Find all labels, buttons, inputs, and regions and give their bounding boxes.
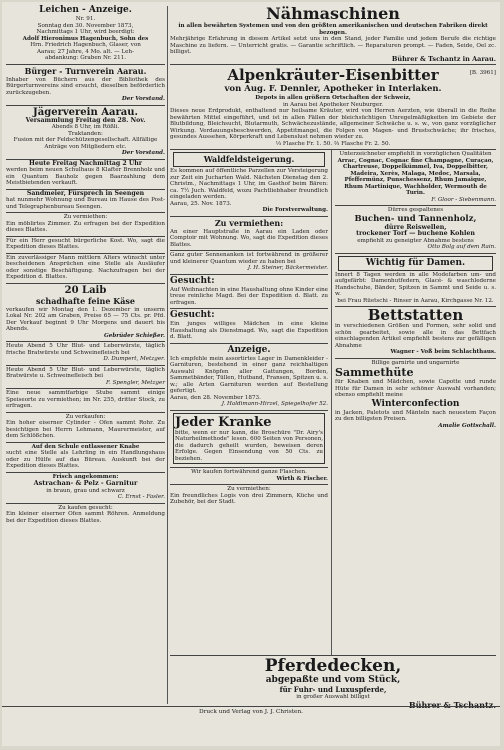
anzeige-date: Aarau, den 28. November 1873.	[170, 394, 261, 401]
holz-notice	[6, 160, 165, 190]
wurst2-sig: F. Spengler, Metzger	[106, 379, 165, 386]
zimmer2-title: Zu vermiethen:	[227, 486, 271, 492]
right-subcolumns	[170, 150, 496, 655]
astrachan-lead: Frisch angekommen:	[52, 473, 119, 480]
sammethuete-ad	[335, 359, 496, 432]
logis-ad	[170, 485, 328, 508]
alpen-text: Dieses neue Erdprodukt, enthaltend nur heilsame Kräuter, wird von Herren Aerzten, wie überall in die Reihe bewährten Mittel eingeführt, und ist in allen Fällen der bleichsüchtigen Unregelmäßigkeiten im Gebiete der Blutbildung, Bleichsucht, Blutarmuth, Schwächezustände, allgemeiner Schwäche u. s. w., von ganz vorzüglicher Wirkung. Verdauungsbeschwerden, Appetitmangel, die Folgen von Magen- und Brustschwäche; ihr frisches, gesundes Aussehen, Körperkraft und Lebenslust nehmen wieder zu.	[170, 108, 496, 140]
gesucht-ad-2	[170, 309, 328, 344]
kaufen-title: Zu kaufen gesucht:	[58, 504, 113, 511]
jaegerverein-notice	[6, 106, 165, 160]
wald-title: Waldfeldsteigerung.	[203, 154, 295, 164]
laden-text: An einer Hauptstraße in Aarau ein Laden oder Comptoir mit Wohnung. Wo, sagt die Expedition dieses Blattes.	[170, 228, 328, 248]
jaeger-meeting: Versammlung Freitag den 28. Nov.	[25, 116, 146, 124]
leichen-nr: Nr. 91.	[75, 16, 96, 22]
alpen-title: Alpenkräuter-Eisenbitter	[227, 66, 439, 84]
left-column	[6, 4, 165, 704]
stube-notice	[6, 389, 165, 413]
holz-text: werden beim neuen Schulhaus 8 Klafter Brennholz und ein Quantum Bauholz gegen Baarzahlung dem Meistbietenden verkauft.	[6, 167, 165, 186]
jaeger-sig: Der Vorstand.	[121, 150, 165, 156]
cognac-intro: Unterzeichneter empfiehlt in vorzüglichen Qualitäten	[339, 151, 492, 157]
leichen-grave: abdankung: Graben Nr. 211.	[45, 55, 126, 61]
astrachan-title: Astrachan- & Pelz - Garnitur	[33, 479, 138, 487]
alpen-ref: [B. 3961]	[469, 70, 496, 76]
gesucht1-text: Auf Weihnachten in eine Haushaltung ohne Kinder eine treue reinliche Magd. Bei der Expedition d. Blatt. zu erfragen.	[170, 286, 328, 306]
waldfeld-frame	[173, 152, 325, 167]
astrachan-notice	[6, 473, 165, 504]
gesucht-ad-1	[170, 275, 328, 310]
buchen-sub2: trockener Torf — buchene Kohlen	[356, 230, 475, 237]
alpen-price: ⅓ Flasche Fr. 1. 50. ⅔ Flasche Fr. 2. 50.	[275, 140, 391, 147]
wald-text: Es kommen auf öffentliche Parzellen zur Versteigerung zur Zeit ein Jucharten Wald. Nächsten Dienstag den 2. Christm., Nachmittags 1 Uhr, im Gasthof beim Bären: ca. 7½ Juch. Waldfeld, wozu Pachtliebhaber freundlich eingeladen werden.	[170, 168, 328, 200]
alpenkraeuter-ad	[170, 65, 496, 150]
damen-title: Wichtig für Damen.	[365, 257, 466, 268]
pferde-title: Pferdedecken,	[264, 656, 402, 676]
sammet-text2: in Jacken, Paletots und Mänteln nach neuestem Façon zu den billigsten Preisen.	[335, 409, 496, 422]
betten-text: in verschiedenen Größen und Formen, sehr solid und schön gearbeitet, sowie alle in das Bettfach einschlagenden Artikel empfiehlt bestens zur gefälligen Abnahme	[335, 323, 496, 349]
sammet-title: Sammethüte	[335, 366, 414, 379]
imprint-footer: Druck und Verlag von J. J. Christen.	[2, 706, 500, 715]
zimmer-text: Ein möblirtes Zimmer. Zu erfragen bei der Expedition dieses Blattes.	[6, 220, 165, 233]
laden-title: Zu vermiethen:	[214, 217, 284, 228]
cognac-list: Arrac, Cognac, Cognac fine Champagne, Curaçao, Chartreuse, Doppelkümmel, Iva, Doppelbitter, Madeira, Xerès, Malaga, Medoc, Marsala, Pfeffermünz, Punschessenz, Rhum Jamaique, Rhum Martinique, Wachholder, Wermouth de Turin.	[337, 157, 494, 196]
kaese-text: verkaufen wir Montag den 1. Dezember in unserm Lokal Nr. 202 am Graben, Preise 65 — 75 Cts. pr. Pfd. Der Verkauf beginnt 9 Uhr Morgens und dauert bis Abends.	[6, 306, 165, 332]
wurst1-sig: D. Dumpert, Metzger.	[103, 356, 165, 362]
wurst-notice-1	[6, 342, 165, 366]
jaeger-title: Jägerverein Aarau.	[33, 106, 138, 118]
sennen-text: Ganz guter Sennenanken ist fortwährend in größerer und kleinerer Quantum wieder zu haben bei	[170, 252, 328, 265]
wurst2-text: Heute Abend 5 Uhr Blut- und Leberwürste, täglich Bratwürste u. Schweinefleisch bei	[6, 366, 165, 379]
anzeige-text: Ich empfehle mein assortirtes Lager in Damenkleider - Garnituren, bestehend in einer ganz reichhaltigen Auswahl Knöpfen aller Gattungen, Borden, Sammetbänder, Tüllen, Hutband, Fransen, Spitzen u. s. w.; alle Arten Garnituren werden auf Bestellung gefertigt.	[170, 355, 328, 394]
buchen-text: empfiehlt zu geneigter Abnahme bestens	[357, 237, 474, 244]
buchen-lead: Dürres gespaltenes	[387, 207, 444, 213]
pferdedecken-ad	[170, 655, 496, 712]
damenkleider-ad	[170, 344, 328, 411]
leichen-age: Aarau; 27 Jahre, 4 Mo. alt. — Leh-	[37, 48, 134, 55]
sandmeier-notice	[6, 190, 165, 214]
anzeige-title: Anzeige.	[227, 344, 271, 355]
wurst1-text: Heute Abend 5 Uhr Blut- und Leberwürste, täglich frische Bratwürste und Schweinefleisch bei	[6, 343, 165, 356]
kaese-notice	[6, 284, 165, 343]
kaufen-notice	[6, 504, 165, 527]
zimmer-title: Zu vermiethen:	[63, 214, 108, 220]
zimmer2-text: Ein freundliches Logis von drei Zimmern, Küche und Zubehör, bei der Stadt.	[170, 492, 328, 505]
anzeige-sig: J. Haldimann-Hirzel, Spiegelhofer 52.	[221, 401, 328, 407]
leichen-parent: Hrn. Friedrich Hagenbuch, Glaser, von	[30, 42, 141, 48]
kaese-title2: schadhafte feine Käse	[36, 295, 135, 306]
wurst-notice-2	[6, 366, 165, 390]
column-divider	[167, 6, 168, 704]
cognac-ad	[335, 150, 496, 206]
buerger-text: Inhaber von Büchern aus der Bibliothek des Bürgerturnvereins sind ersucht, dieselben beförderlich zurückzugeben.	[6, 76, 165, 96]
wald-sig: Die Forstverwaltung.	[262, 207, 328, 213]
sammet-sig: Amalie Gottschall.	[438, 422, 496, 429]
pferde-text2: in großer Auswahl billigst	[296, 694, 370, 700]
alpen-depots: Depots in allen größern Ortschaften der Schweiz,	[255, 95, 411, 101]
buchen-title: Buchen- und Tannenholz,	[354, 213, 477, 224]
ofen-notice	[6, 413, 165, 443]
buergerturnverein-notice	[6, 65, 165, 106]
leichen-title: Leichen - Anzeige.	[39, 5, 132, 15]
flaschen-ad	[170, 468, 328, 485]
naeh-title: Nähmaschinen	[266, 4, 400, 23]
gesucht2-text: Ein junges williges Mädchen in eine kleine Haushaltung als Dienstmagd. Wo, sagt die Expedition d. Blatt.	[170, 321, 328, 340]
kranke-title: Jeder Kranke	[175, 414, 272, 430]
wald-date: Aarau, 25. Nov. 1873.	[170, 200, 232, 207]
betten-sig: Wagner - Voß beim Schlachthaus.	[390, 349, 496, 355]
alpen-aarau: in Aarau bei Apotheker Neuburger.	[282, 101, 384, 108]
jaeger-items: Fusion mit der Feldschützengesellschaft. Allfällige Anträge von Mitgliedern etc.	[13, 137, 158, 150]
stube-text: Eine neue sammtfarbige Stube sammt einige Speiseorte zu vermiethen; im Nr. 255, dritter Stock, zu erfragen.	[6, 390, 165, 409]
alpen-by: von Aug. F. Dennler, Apotheker in Interlaken.	[224, 84, 442, 94]
mann-text: Ein zuverlässiger Mann mittlern Alters wünscht unter bescheidenen Ansprüchen eine Stelle als Ausläufer oder sonstige Beschäftigung. Nachzufragen bei der Expedition d. Blattes.	[6, 254, 165, 280]
leichen-anzeige	[6, 4, 165, 65]
ofen-title: Zu verkaufen:	[65, 413, 106, 420]
knabe-notice	[6, 443, 165, 473]
zimmer-notice	[6, 213, 165, 237]
jaeger-trakt: Traktanden:	[68, 130, 103, 137]
kranke-text: bitte, wenn er nur kann, die Broschüre "Dr. Airy's Naturheilmethode" lesen. 600 Seiten von Personen, die dadurch geheilt wurden, beweisen deren Erfolge. Gegen Einsendung von 50 Cts. zu beziehen.	[175, 429, 323, 462]
flaschen-text: Wir kaufen fortwährend ganze Flaschen.	[191, 469, 307, 475]
sandmeier-title: Sandmeier, Fürsprech in Seengen	[26, 189, 145, 197]
right-column	[170, 4, 496, 710]
pferde-text: für Fuhr- und Luxuspferde,	[279, 685, 387, 694]
buerger-sig: Der Vorstand.	[121, 96, 165, 102]
mann-notice	[6, 254, 165, 284]
buchenholz-ad	[335, 206, 496, 254]
right-subcol-divider	[331, 150, 332, 655]
ofen-text: Ein hoher eiserner Cylinder - Ofen sammt Rohr. Zu besichtigen bei Herrn Lehmann, Maurermeister, auf dem Schlößchen.	[6, 420, 165, 439]
damen-sig: bei Frau Rüetschi - Rinser in Aarau, Kirchgasse Nr. 12.	[337, 297, 494, 304]
flaschen-sig: Wirth & Fischer.	[276, 475, 328, 482]
buchen-sub: dürre Reiswellen,	[384, 223, 447, 231]
kost-text: Für ein Herr gesucht bürgerliche Kost. Wo, sagt die Expedition dieses Blattes.	[6, 237, 165, 250]
kost-notice	[6, 237, 165, 254]
damen-text: Innert 8 Tagen werden in alle Modefarben um- und aufgefärbt: Damenhutfedern, Glacé- & waschlederne Handschuhe, Bänder, Spitzen in Sammt und Seide u. s. w.	[335, 271, 496, 297]
sammet-intro: Billige garnirte und ungarnirte	[371, 359, 460, 366]
right-subcol-b	[335, 150, 496, 655]
naeh-text: Mehrjährige Erfahrung in diesem Artikel setzt uns in den Stand, jeder Familie und jedem Berufe die richtige Maschine zu liefern. — Unterricht gratis. — Garantie schriftlich. — Reparaturen prompt. — Faden, Seide, Oel zc. billigst.	[170, 36, 496, 55]
kranke-frame	[173, 413, 325, 465]
holz-lead: Heute Freitag Nachmittag 2 Uhr	[28, 159, 143, 167]
right-subcol-a	[170, 150, 328, 655]
betten-title: Bettstatten	[367, 306, 464, 324]
kranke-ad	[170, 411, 328, 469]
leichen-date: Sonntag den 30. November 1873,	[37, 22, 134, 29]
naeh-sub: in allen bewährten Systemen und von den größten amerikanischen und deutschen Fabriken direkt bezogen.	[178, 23, 488, 36]
kaufen-text: Ein kleiner eiserner Ofen sammt Röhren. Anmeldung bei der Expedition dieses Blattes.	[6, 511, 165, 524]
astrachan-text: in braun, grau und schwarz	[46, 487, 125, 494]
buerger-title: Bürger - Turnverein Aarau.	[24, 65, 147, 76]
damen-ad	[335, 254, 496, 308]
newspaper-page	[2, 2, 500, 746]
astrachan-sig: C. Ernst - Fasler.	[117, 494, 165, 500]
pferde-sig: Bührer & Tschantz.	[408, 699, 496, 710]
leichen-name: Adolf Hieronimus Hagenbuch, Sohn des	[22, 35, 149, 42]
sammet-text: für Knaben und Mädchen, sowie Capotte und runde Hüte für Damen in sehr schöner Auswahl vorhanden; ebenso empfiehlt meine	[335, 379, 496, 398]
sandmeier-text: hat nunmehr Wohnung und Bureau im Hause des Post- und Telegraphenbureau Seengen.	[6, 197, 165, 210]
buchen-sig: Otto Bolg auf dem Rain.	[427, 244, 496, 250]
kaese-title: 20 Laib	[64, 284, 107, 296]
damen-frame	[338, 256, 493, 271]
cognac-sig: F. Gloor - Siebenmann.	[431, 196, 496, 203]
laden-ad	[170, 217, 328, 252]
gesucht2-lead: Gesucht:	[170, 310, 215, 320]
sennen-sig: J. H. Steiner, Bäckermeister.	[247, 265, 328, 271]
sennen-ad	[170, 251, 328, 275]
naeh-sig: Bührer & Tschantz in Aarau.	[391, 54, 496, 63]
waldfeld-ad	[170, 150, 328, 217]
knabe-text: sucht eine Stelle als Lehrling in ein Handlungshaus oder zu Hülfe auf das Büreau. Auskunft bei der Expedition dieses Blattes.	[6, 450, 165, 469]
jaeger-time: Abends 8 Uhr, im Rößli.	[51, 124, 120, 130]
sammet-title2: Winterconfection	[371, 398, 460, 409]
pferde-sub: abgepaßte und vom Stück,	[265, 675, 401, 685]
kaese-sig: Gebrüder Schießer.	[103, 332, 165, 339]
naehmaschinen-ad	[170, 4, 496, 65]
bettstatten-ad	[335, 307, 496, 359]
leichen-time: Nachmittags 1 Uhr, wird beerdigt:	[36, 29, 135, 35]
gesucht1-lead: Gesucht:	[170, 275, 215, 286]
knabe-title: Auf den Schule entlassener Knabe	[31, 443, 140, 450]
